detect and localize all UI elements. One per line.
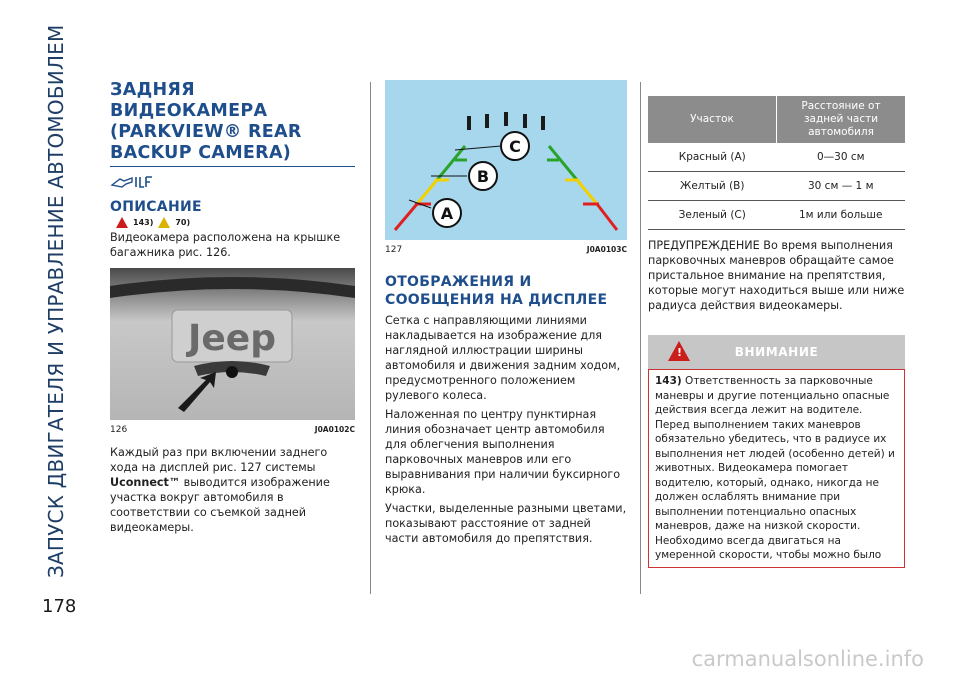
callout-a: A (440, 204, 454, 223)
figure-127-caption: 127 J0A0103C (385, 245, 627, 255)
table-header-zone: Участок (648, 96, 777, 143)
subsection-description: ОПИСАНИЕ (110, 199, 202, 215)
attention-box: 143) Ответственность за парковочные маневры и другие потенциально опасные действия всегда лежит на водителе. Перед выполнением таких маневров обязательно убедитесь, что в радиусе их выполнения нет людей (особенно детей) и животных. Видеокамера помогает водителю, который, однако, никогда не должен ослаблять внимание при выполнении потенциально опасных маневров, даже на низкой скорости. Необходимо всегда двигаться на умеренной скорости, чтобы можно было (648, 369, 905, 568)
warning-triangle-icon (116, 217, 128, 228)
title-rule (110, 166, 355, 167)
intro-text: Видеокамера расположена на крышке багажника рис. 126. (110, 231, 341, 259)
callout-c: C (509, 137, 521, 156)
watermark: carmanualsonline.info (691, 647, 924, 671)
table-row: Желтый (B) 30 см — 1 м (648, 172, 905, 201)
figure-126-image (110, 268, 355, 420)
column-1 (110, 80, 355, 535)
paragraph-center-line: Наложенная по центру пунктирная линия обозначает центр автомобиля для облегчения выполнения парковочных маневров или его выравнивания при наличии буксирного крюка. (385, 408, 621, 496)
jeep-logo: Jeep (188, 318, 276, 359)
warning-triangle-icon: ! (668, 341, 690, 361)
chapter-side-title: ЗАПУСК ДВИГАТЕЛЯ И УПРАВЛЕНИЕ АВТОМОБИЛЕМ (44, 24, 68, 578)
column-divider (370, 82, 371, 594)
paragraph-grid: Сетка с направляющими линиями накладывается на изображение для наглядной иллюстрации ширины автомобиля и движения задним ходом, предусмотренного положением рулевого колеса. (385, 314, 621, 402)
figure-127-image (385, 80, 627, 240)
warning-refs: 143) 70) (116, 217, 355, 228)
column-3 (648, 96, 905, 568)
table-row: Зеленый (С) 1м или больше (648, 201, 905, 230)
paragraph-display: Каждый раз при включении заднего хода на дисплей рис. 127 системы Uconnect™ выводится изображение участка вокруг автомобиля в соответствии со съемкой задней видеокамеры. (110, 446, 330, 534)
page-number: 178 (42, 596, 77, 617)
warning-paragraph: ПРЕДУПРЕЖДЕНИЕ Во время выполнения парковочных маневров обращайте самое пристальное внимание на препятствия, которые могут находиться выше или ниже радиуса действия видеокамеры. (648, 239, 905, 312)
paragraph-zones: Участки, выделенные разными цветами, показывают расстояние от задней части автомобиля до препятствия. (385, 502, 627, 545)
callout-b: B (476, 167, 490, 186)
hand-pointer-icon (110, 173, 355, 191)
display-messages-heading: ОТОБРАЖЕНИЯ И СООБЩЕНИЯ НА ДИСПЛЕЕ (385, 274, 608, 308)
section-title: ЗАДНЯЯ ВИДЕОКАМЕРА (PARKVIEW® REAR BACKUP CAMERA) (110, 80, 302, 163)
distance-table (648, 96, 905, 230)
table-header-distance: Расстояние от задней части автомобиля (777, 96, 906, 143)
column-2 (385, 80, 627, 546)
table-row: Красный (А) 0—30 см (648, 143, 905, 172)
figure-126-caption: 126 J0A0102C (110, 425, 355, 435)
column-divider (640, 82, 641, 594)
caution-triangle-icon (158, 217, 170, 228)
attention-header: ! ВНИМАНИЕ (648, 335, 905, 369)
